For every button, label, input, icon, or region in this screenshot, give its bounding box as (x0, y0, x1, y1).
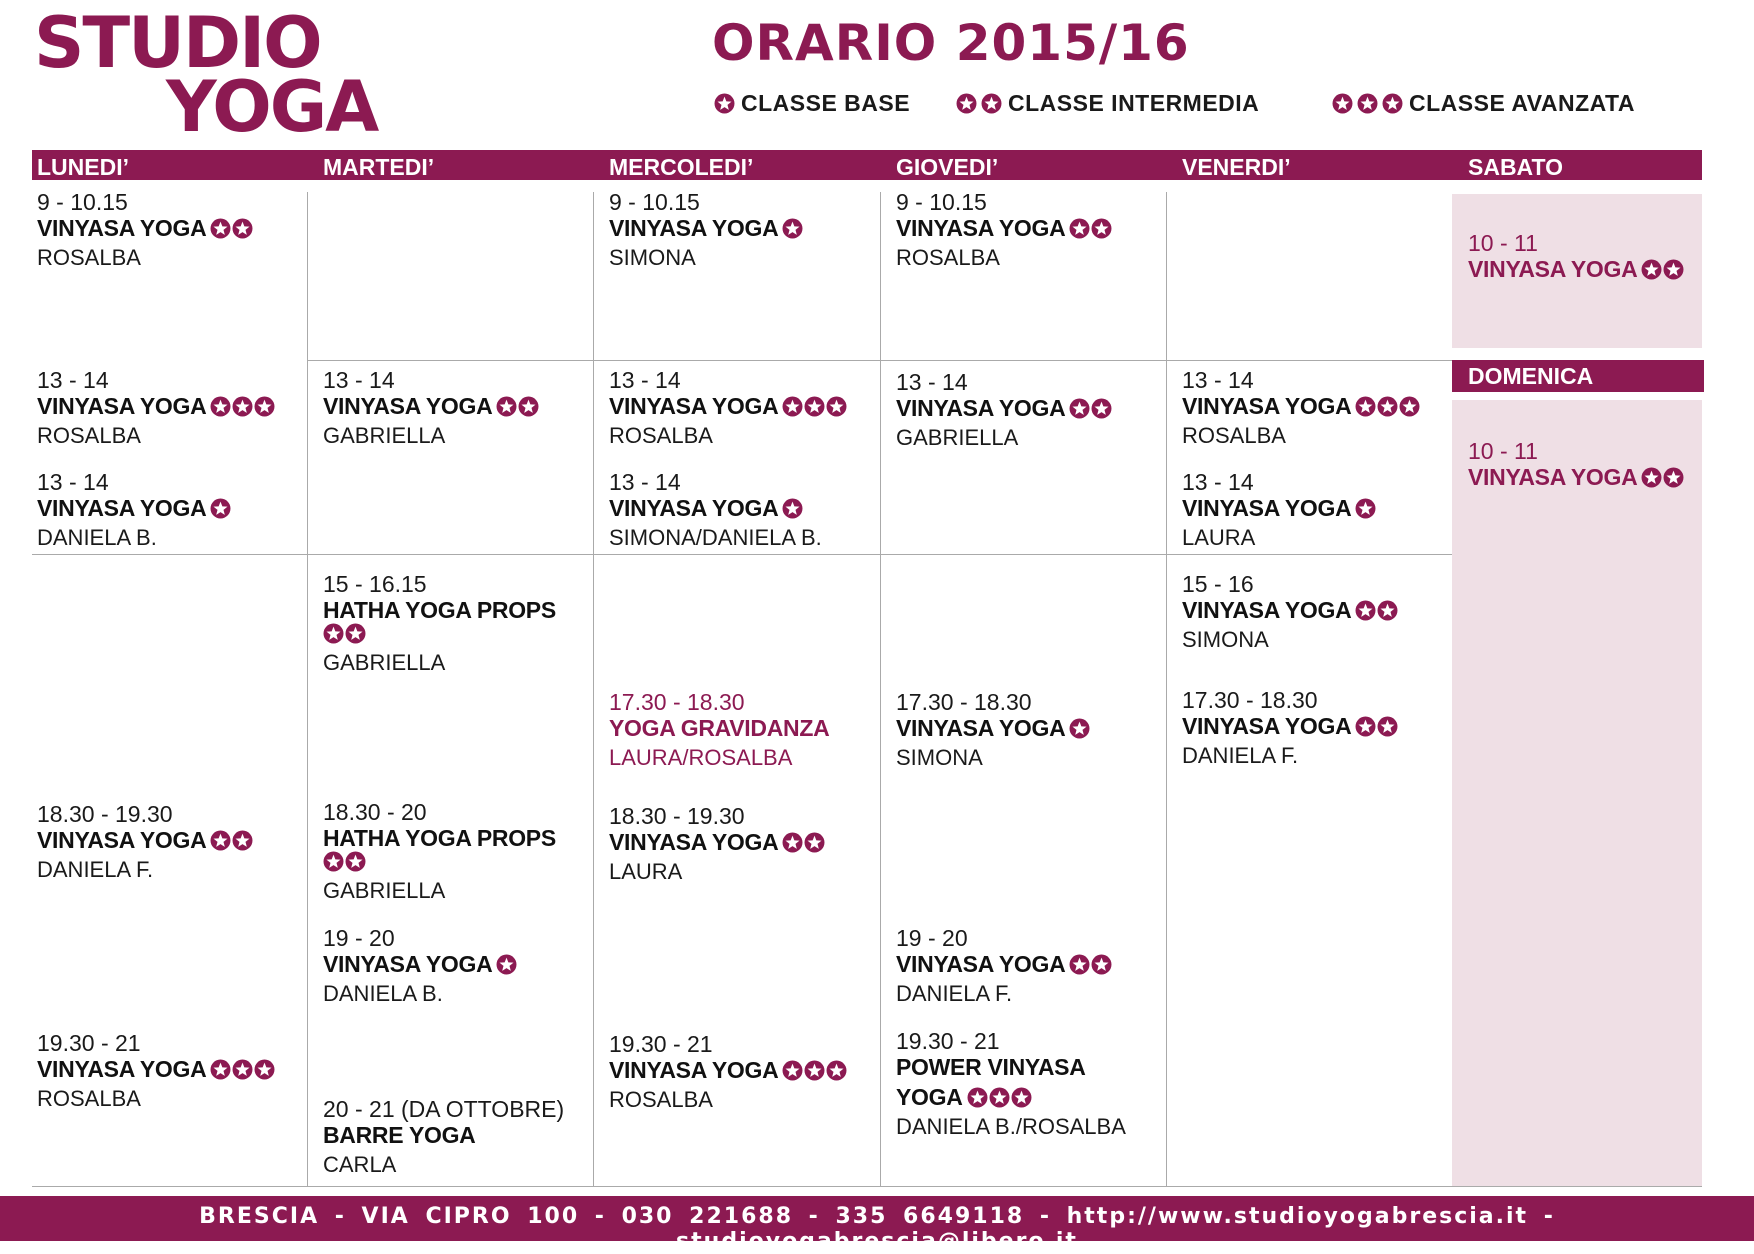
star-icon (714, 93, 735, 114)
class-name: VINYASA YOGA (37, 215, 207, 241)
level-star-icons (1355, 396, 1420, 417)
star-icon (826, 1060, 847, 1081)
class-time: 10 - 11 (1468, 438, 1538, 464)
class-time: 13 - 14 (896, 369, 968, 395)
logo-yoga: YOGA (166, 66, 378, 148)
class-time: 18.30 - 20 (323, 799, 427, 825)
class-block (1182, 687, 1447, 769)
class-block (37, 367, 302, 449)
level-star-icons (210, 218, 253, 239)
class-teacher: GABRIELLA (323, 878, 446, 903)
star-icon (254, 1059, 275, 1080)
legend-intermediate (956, 82, 1259, 124)
class-time: 13 - 14 (609, 469, 681, 495)
class-time: 13 - 14 (37, 367, 109, 393)
class-time: 13 - 14 (609, 367, 681, 393)
class-time: 13 - 14 (323, 367, 395, 393)
level-star-icons (1355, 600, 1398, 621)
class-time: 17.30 - 18.30 (896, 689, 1032, 715)
level-star-icons (1641, 467, 1684, 488)
star-icon (323, 851, 344, 872)
star-icon (1663, 259, 1684, 280)
class-teacher: SIMONA (896, 745, 983, 770)
class-name: HATHA YOGA PROPS (323, 597, 556, 623)
class-teacher: DANIELA F. (37, 857, 154, 882)
level-star-icons (1641, 259, 1684, 280)
level-star-icons (210, 830, 253, 851)
class-block (896, 369, 1161, 451)
day-header-tuesday: MARTEDI’ (323, 154, 435, 180)
class-teacher: LAURA/ROSALBA (609, 745, 793, 770)
level-star-icons (1069, 218, 1112, 239)
class-teacher: ROSALBA (609, 423, 713, 448)
class-name: VINYASA YOGA (609, 829, 779, 855)
column-divider (593, 192, 594, 1186)
class-name: VINYASA YOGA (896, 715, 1066, 741)
class-time: 17.30 - 18.30 (1182, 687, 1318, 713)
star-icon (345, 623, 366, 644)
star-icon (210, 830, 231, 851)
footer-contact: BRESCIA - VIA CIPRO 100 - 030 221688 - 335 6649118 - http://www.studioyogabrescia.it - studioyogabrescia@libero.it (199, 1204, 1555, 1254)
star-icon (232, 830, 253, 851)
star-icon (496, 954, 517, 975)
star-icon (782, 498, 803, 519)
class-time: 13 - 14 (37, 469, 109, 495)
class-block (1182, 367, 1447, 449)
star-icon (1382, 93, 1403, 114)
class-block (1182, 469, 1447, 551)
star-icon (496, 396, 517, 417)
class-name: VINYASA YOGA (896, 395, 1066, 421)
class-teacher: ROSALBA (896, 245, 1000, 270)
row-divider (307, 360, 1452, 361)
schedule-title: ORARIO 2015/16 (712, 14, 1190, 72)
class-block (896, 189, 1161, 271)
day-header-bar (32, 150, 1702, 180)
class-teacher: ROSALBA (1182, 423, 1286, 448)
level-star-icons (496, 954, 517, 975)
class-name: VINYASA YOGA (323, 393, 493, 419)
class-teacher: ROSALBA (609, 1087, 713, 1112)
star-icon (1091, 954, 1112, 975)
class-block (896, 925, 1161, 1007)
legend-base (714, 82, 910, 124)
class-block (323, 925, 588, 1007)
class-teacher: DANIELA F. (896, 981, 1013, 1006)
star-icon (1641, 467, 1662, 488)
star-icon (956, 93, 977, 114)
class-block-sunday (1468, 438, 1698, 494)
class-block (609, 803, 874, 885)
class-time: 9 - 10.15 (37, 189, 128, 215)
class-teacher: ROSALBA (37, 1086, 141, 1111)
class-name: HATHA YOGA PROPS (323, 825, 556, 851)
class-time: 15 - 16.15 (323, 571, 427, 597)
star-icon (1011, 1087, 1032, 1108)
star-icon (1377, 600, 1398, 621)
class-teacher: GABRIELLA (323, 650, 446, 675)
star-icon (1069, 398, 1090, 419)
logo-studio: STUDIO (34, 2, 321, 84)
class-block (896, 689, 1161, 771)
class-name: VINYASA YOGA (37, 495, 207, 521)
class-time: 18.30 - 19.30 (37, 801, 173, 827)
star-icon (804, 832, 825, 853)
star-icon (210, 396, 231, 417)
level-star-icons (782, 832, 825, 853)
star-icon (1069, 718, 1090, 739)
level-star-icons (782, 396, 847, 417)
class-block (37, 1030, 302, 1112)
sunday-panel (1452, 400, 1702, 1186)
class-block (896, 1028, 1146, 1140)
day-header-wednesday: MERCOLEDI’ (609, 154, 754, 180)
class-block-saturday (1468, 230, 1698, 286)
column-divider (880, 192, 881, 1186)
level-star-icons (210, 396, 275, 417)
star-icon (826, 396, 847, 417)
column-divider (307, 192, 308, 1186)
star-icon (782, 832, 803, 853)
class-time: 15 - 16 (1182, 571, 1254, 597)
star-icon (1332, 93, 1353, 114)
star-icon (989, 1087, 1010, 1108)
star-icon (1377, 396, 1398, 417)
grid-bottom-line (32, 1186, 1702, 1187)
class-teacher: LAURA (609, 859, 683, 884)
star-icon (518, 396, 539, 417)
class-time: 10 - 11 (1468, 230, 1538, 256)
class-time: 19.30 - 21 (37, 1030, 141, 1056)
star-icon-group (714, 93, 735, 114)
class-teacher: DANIELA F. (1182, 743, 1299, 768)
class-name: VINYASA YOGA (1182, 393, 1352, 419)
class-name: VINYASA YOGA (37, 827, 207, 853)
class-block (323, 571, 573, 676)
level-star-icons (782, 1060, 847, 1081)
star-icon (1355, 396, 1376, 417)
star-icon (804, 396, 825, 417)
class-name: VINYASA YOGA (1468, 256, 1638, 282)
class-teacher: SIMONA (1182, 627, 1269, 652)
class-block-highlight (609, 689, 874, 771)
class-block (609, 469, 874, 551)
class-name: VINYASA YOGA (896, 951, 1066, 977)
class-block (1182, 571, 1447, 653)
star-icon (254, 396, 275, 417)
legend-label: CLASSE BASE (741, 89, 911, 116)
star-icon (210, 498, 231, 519)
star-icon (782, 1060, 803, 1081)
class-name: VINYASA YOGA (1468, 464, 1638, 490)
class-block (323, 1096, 588, 1178)
class-block (609, 189, 874, 271)
level-star-icons (1355, 498, 1376, 519)
legend-label: CLASSE INTERMEDIA (1008, 89, 1260, 116)
star-icon (1069, 954, 1090, 975)
class-name: VINYASA YOGA (609, 1057, 779, 1083)
level-star-icons (1069, 954, 1112, 975)
class-teacher: SIMONA/DANIELA B. (609, 525, 822, 550)
star-icon (1641, 259, 1662, 280)
class-name: VINYASA YOGA (37, 1056, 207, 1082)
legend-label: CLASSE AVANZATA (1409, 89, 1635, 116)
day-header-sunday: DOMENICA (1468, 363, 1594, 389)
class-block (37, 189, 302, 271)
class-time: 13 - 14 (1182, 367, 1254, 393)
class-teacher: SIMONA (609, 245, 696, 270)
class-time: 13 - 14 (1182, 469, 1254, 495)
day-header-thursday: GIOVEDI’ (896, 154, 999, 180)
star-icon (232, 1059, 253, 1080)
star-icon (967, 1087, 988, 1108)
class-teacher: DANIELA B./ROSALBA (896, 1114, 1126, 1139)
star-icon (1069, 218, 1090, 239)
star-icon (1355, 600, 1376, 621)
star-icon (804, 1060, 825, 1081)
class-name: VINYASA YOGA (609, 495, 779, 521)
star-icon (782, 218, 803, 239)
class-block (37, 469, 302, 551)
star-icon (210, 1059, 231, 1080)
class-teacher: CARLA (323, 1152, 397, 1177)
level-star-icons (210, 1059, 275, 1080)
star-icon (981, 93, 1002, 114)
class-block (609, 1031, 874, 1113)
level-star-icons (1069, 398, 1112, 419)
star-icon (1091, 218, 1112, 239)
class-name: POWER VINYASA YOGA (896, 1054, 1085, 1110)
star-icon (1357, 93, 1378, 114)
star-icon (1663, 467, 1684, 488)
class-time: 19 - 20 (896, 925, 968, 951)
class-teacher: DANIELA B. (37, 525, 157, 550)
star-icon-group (956, 93, 1002, 114)
class-block (37, 801, 302, 883)
class-teacher: GABRIELLA (896, 425, 1019, 450)
legend-advanced (1332, 82, 1635, 124)
star-icon (345, 851, 366, 872)
class-name: BARRE YOGA (323, 1122, 476, 1148)
column-divider (1166, 192, 1167, 1186)
class-teacher: ROSALBA (37, 245, 141, 270)
star-icon (1355, 716, 1376, 737)
day-header-friday: VENERDI’ (1182, 154, 1291, 180)
star-icon (232, 396, 253, 417)
class-name: VINYASA YOGA (37, 393, 207, 419)
class-time: 9 - 10.15 (609, 189, 700, 215)
class-name: VINYASA YOGA (1182, 713, 1352, 739)
level-star-icons (210, 498, 231, 519)
class-time: 19.30 - 21 (609, 1031, 713, 1057)
class-time: 18.30 - 19.30 (609, 803, 745, 829)
class-name: VINYASA YOGA (323, 951, 493, 977)
level-star-icons (967, 1087, 1032, 1108)
star-icon (1355, 498, 1376, 519)
class-block (323, 367, 588, 449)
level-star-icons (1355, 716, 1398, 737)
star-icon (1399, 396, 1420, 417)
class-time: 9 - 10.15 (896, 189, 987, 215)
level-star-icons (782, 498, 803, 519)
level-star-icons (782, 218, 803, 239)
row-divider (32, 554, 1452, 555)
class-name: VINYASA YOGA (896, 215, 1066, 241)
star-icon (1377, 716, 1398, 737)
class-teacher: GABRIELLA (323, 423, 446, 448)
star-icon (232, 218, 253, 239)
class-block (609, 367, 874, 449)
star-icon-group (1332, 93, 1403, 114)
star-icon (323, 623, 344, 644)
class-time: 20 - 21 (DA OTTOBRE) (323, 1096, 565, 1122)
class-teacher: ROSALBA (37, 423, 141, 448)
level-star-icons (323, 851, 366, 872)
level-star-icons (496, 396, 539, 417)
class-time: 17.30 - 18.30 (609, 689, 745, 715)
level-star-icons (323, 623, 366, 644)
star-icon (782, 396, 803, 417)
class-time: 19.30 - 21 (896, 1028, 1000, 1054)
class-name: VINYASA YOGA (1182, 495, 1352, 521)
class-teacher: LAURA (1182, 525, 1256, 550)
class-name: VINYASA YOGA (609, 215, 779, 241)
star-icon (210, 218, 231, 239)
class-name: VINYASA YOGA (1182, 597, 1352, 623)
class-teacher: DANIELA B. (323, 981, 443, 1006)
star-icon (1091, 398, 1112, 419)
class-name: VINYASA YOGA (609, 393, 779, 419)
class-name: YOGA GRAVIDANZA (609, 715, 830, 741)
class-time: 19 - 20 (323, 925, 395, 951)
level-star-icons (1069, 718, 1090, 739)
day-header-monday: LUNEDI’ (37, 154, 129, 180)
day-header-saturday: SABATO (1468, 154, 1563, 180)
class-block (323, 799, 573, 904)
